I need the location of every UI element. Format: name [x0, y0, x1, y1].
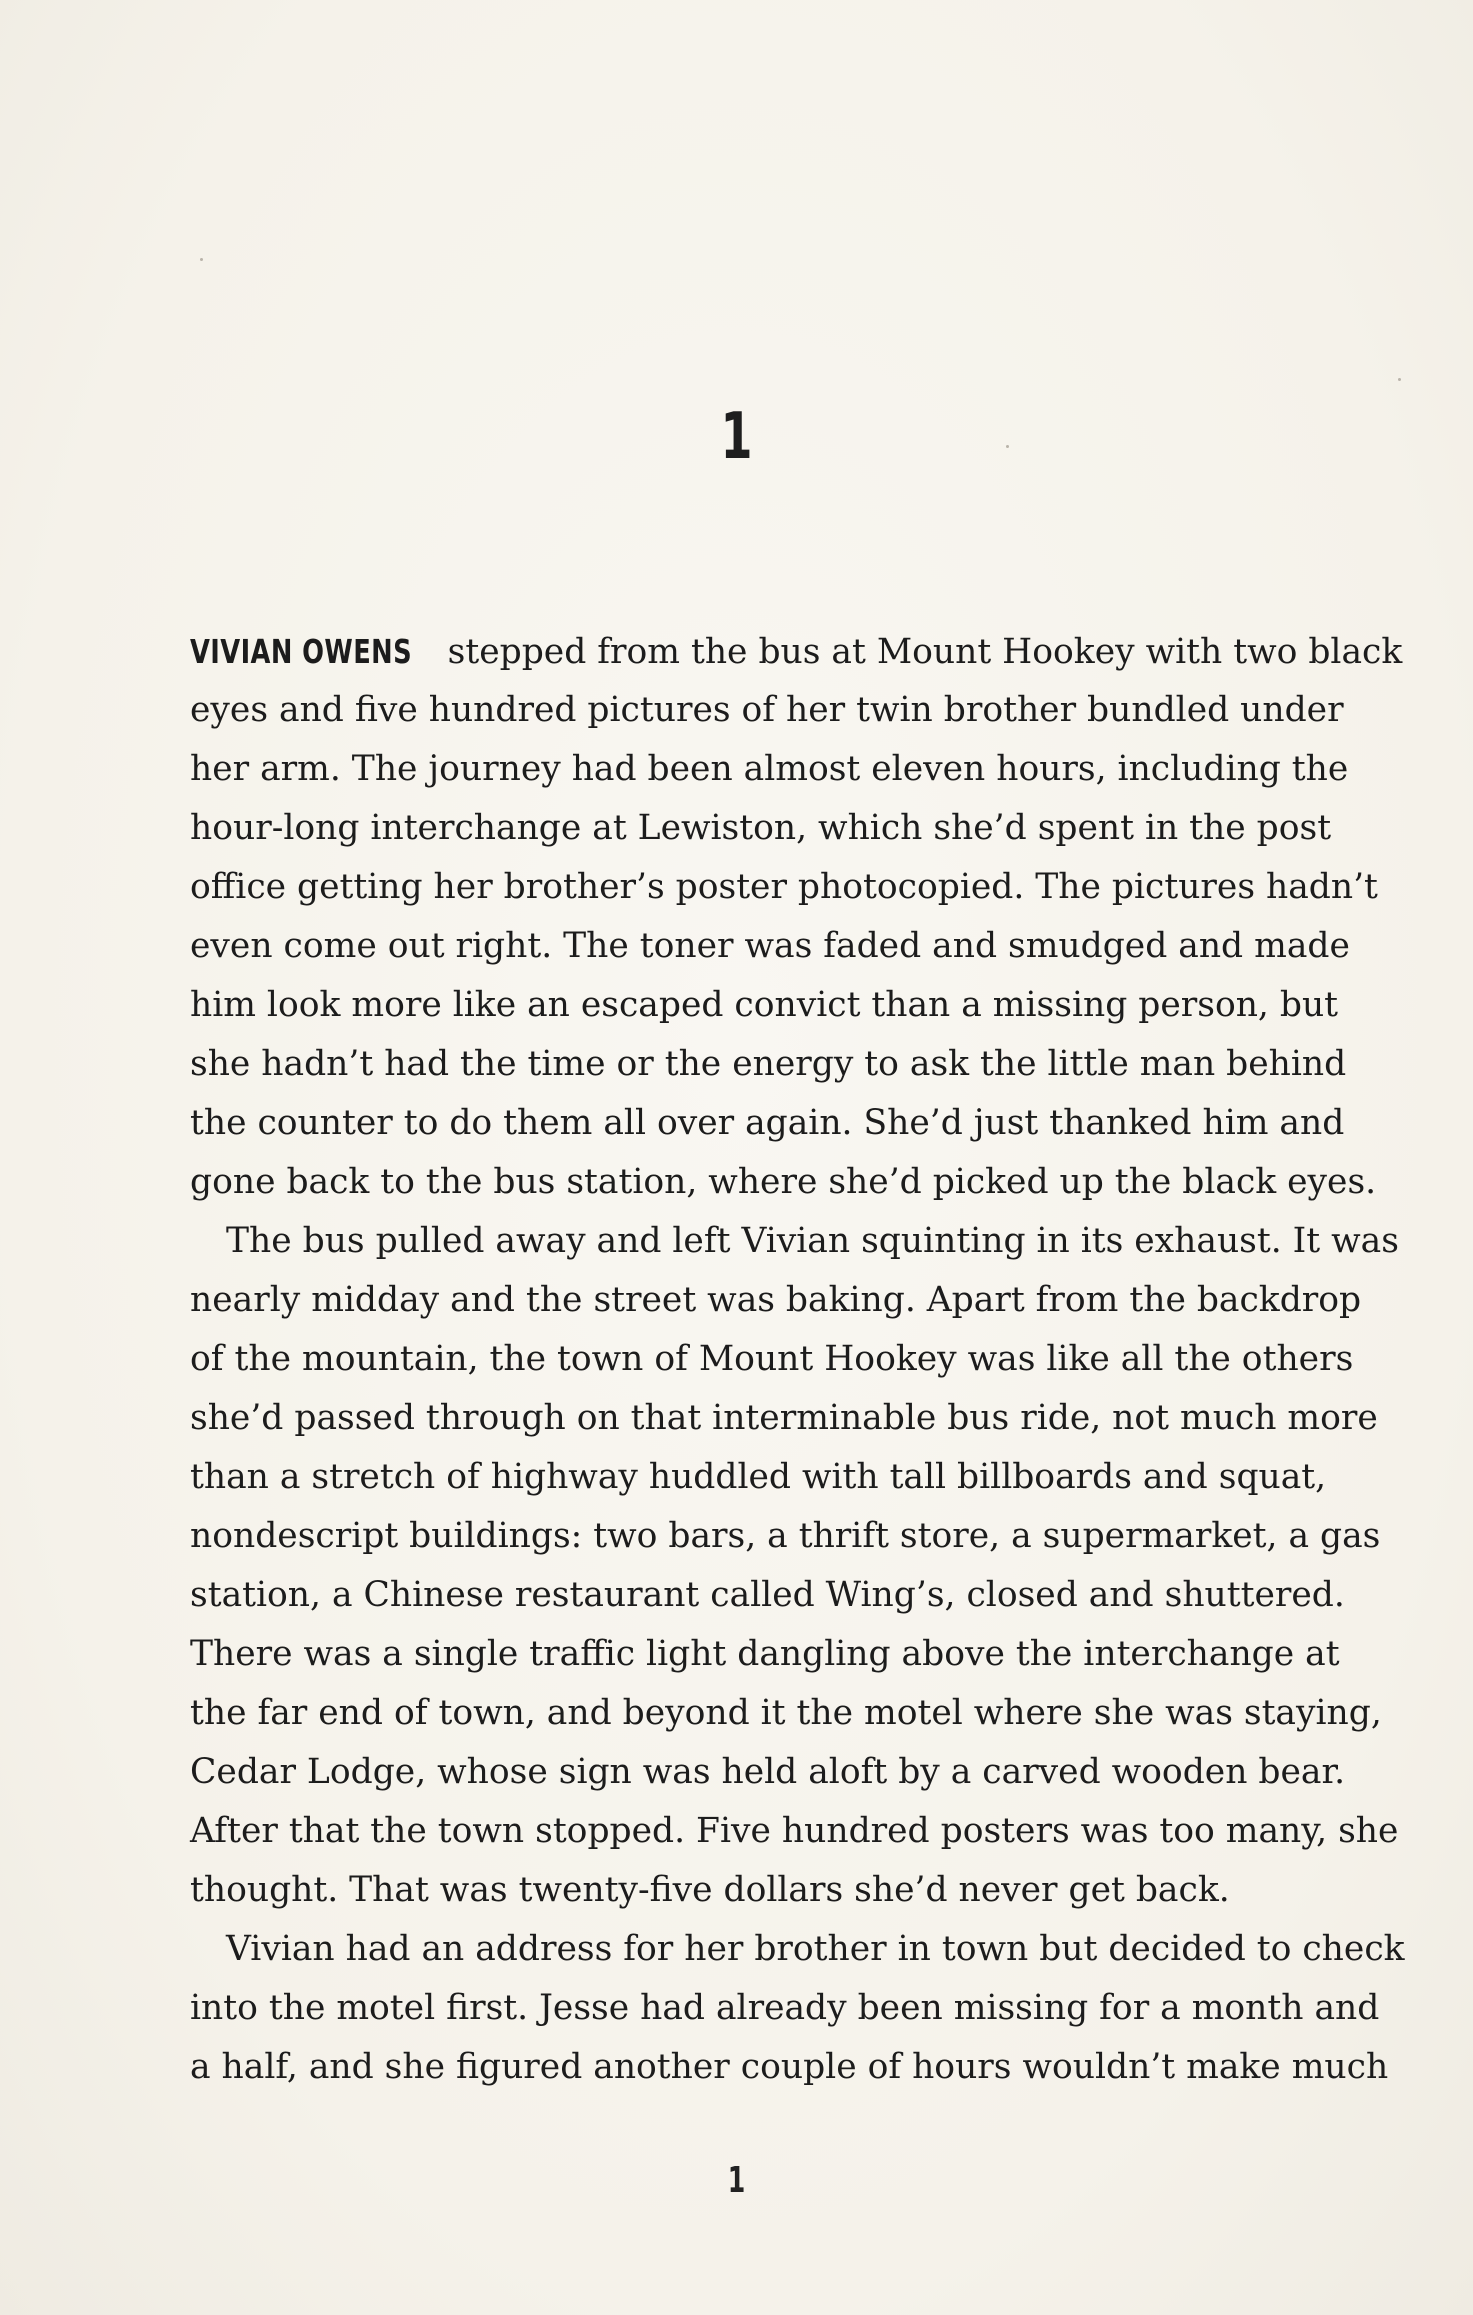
chapter-number: 1: [720, 400, 753, 474]
text-line: her arm. The journey had been almost eleven hours, including the: [190, 749, 1349, 789]
text-line: office getting her brother’s poster photocopied. The pictures hadn’t: [190, 867, 1378, 907]
text-line: into the motel first. Jesse had already been missing for a month and: [190, 1988, 1380, 2028]
chapter-lead-in: VIVIAN OWENS: [190, 632, 413, 671]
text-line: nearly midday and the street was baking. Apart from the backdrop: [190, 1280, 1362, 1320]
text-line: gone back to the bus station, where she’d picked up the black eyes.: [190, 1162, 1377, 1202]
text-line: than a stretch of highway huddled with tall billboards and squat,: [190, 1457, 1327, 1497]
text-line: nondescript buildings: two bars, a thrift store, a supermarket, a gas: [190, 1516, 1381, 1556]
text-line: the counter to do them all over again. She’d just thanked him and: [190, 1103, 1345, 1143]
text-line: a half, and she figured another couple of hours wouldn’t make much: [190, 2047, 1389, 2087]
text-line: There was a single traffic light dangling above the interchange at: [190, 1634, 1340, 1674]
text-line: she’d passed through on that interminable bus ride, not much more: [190, 1398, 1378, 1438]
text-line: VIVIAN OWENS stepped from the bus at Mount Hookey with two black: [190, 622, 1312, 681]
text-line: Cedar Lodge, whose sign was held aloft by a carved wooden bear.: [190, 1752, 1346, 1792]
text-line: of the mountain, the town of Mount Hookey was like all the others: [190, 1339, 1354, 1379]
page-number: 1: [727, 2160, 746, 2201]
text-line: him look more like an escaped convict than a missing person, but: [190, 985, 1339, 1025]
paper-speck: [200, 258, 203, 261]
text-line: she hadn’t had the time or the energy to ask the little man behind: [190, 1044, 1347, 1084]
text-line: station, a Chinese restaurant called Wing’s, closed and shuttered.: [190, 1575, 1345, 1615]
chapter-body: [190, 622, 1405, 2097]
text-line: the far end of town, and beyond it the motel where she was staying,: [190, 1693, 1382, 1733]
text-line: eyes and five hundred pictures of her twin brother bundled under: [190, 690, 1344, 730]
text-line: even come out right. The toner was faded and smudged and made: [190, 926, 1350, 966]
text-line: Vivian had an address for her brother in town but decided to check: [226, 1929, 1405, 1969]
text-line: hour-long interchange at Lewiston, which she’d spent in the post: [190, 808, 1332, 848]
text-line: thought. That was twenty-five dollars she’d never get back.: [190, 1870, 1230, 1910]
text-line: The bus pulled away and left Vivian squinting in its exhaust. It was: [226, 1221, 1399, 1261]
text-line: After that the town stopped. Five hundred posters was too many, she: [190, 1811, 1399, 1851]
paper-speck: [1398, 378, 1401, 381]
